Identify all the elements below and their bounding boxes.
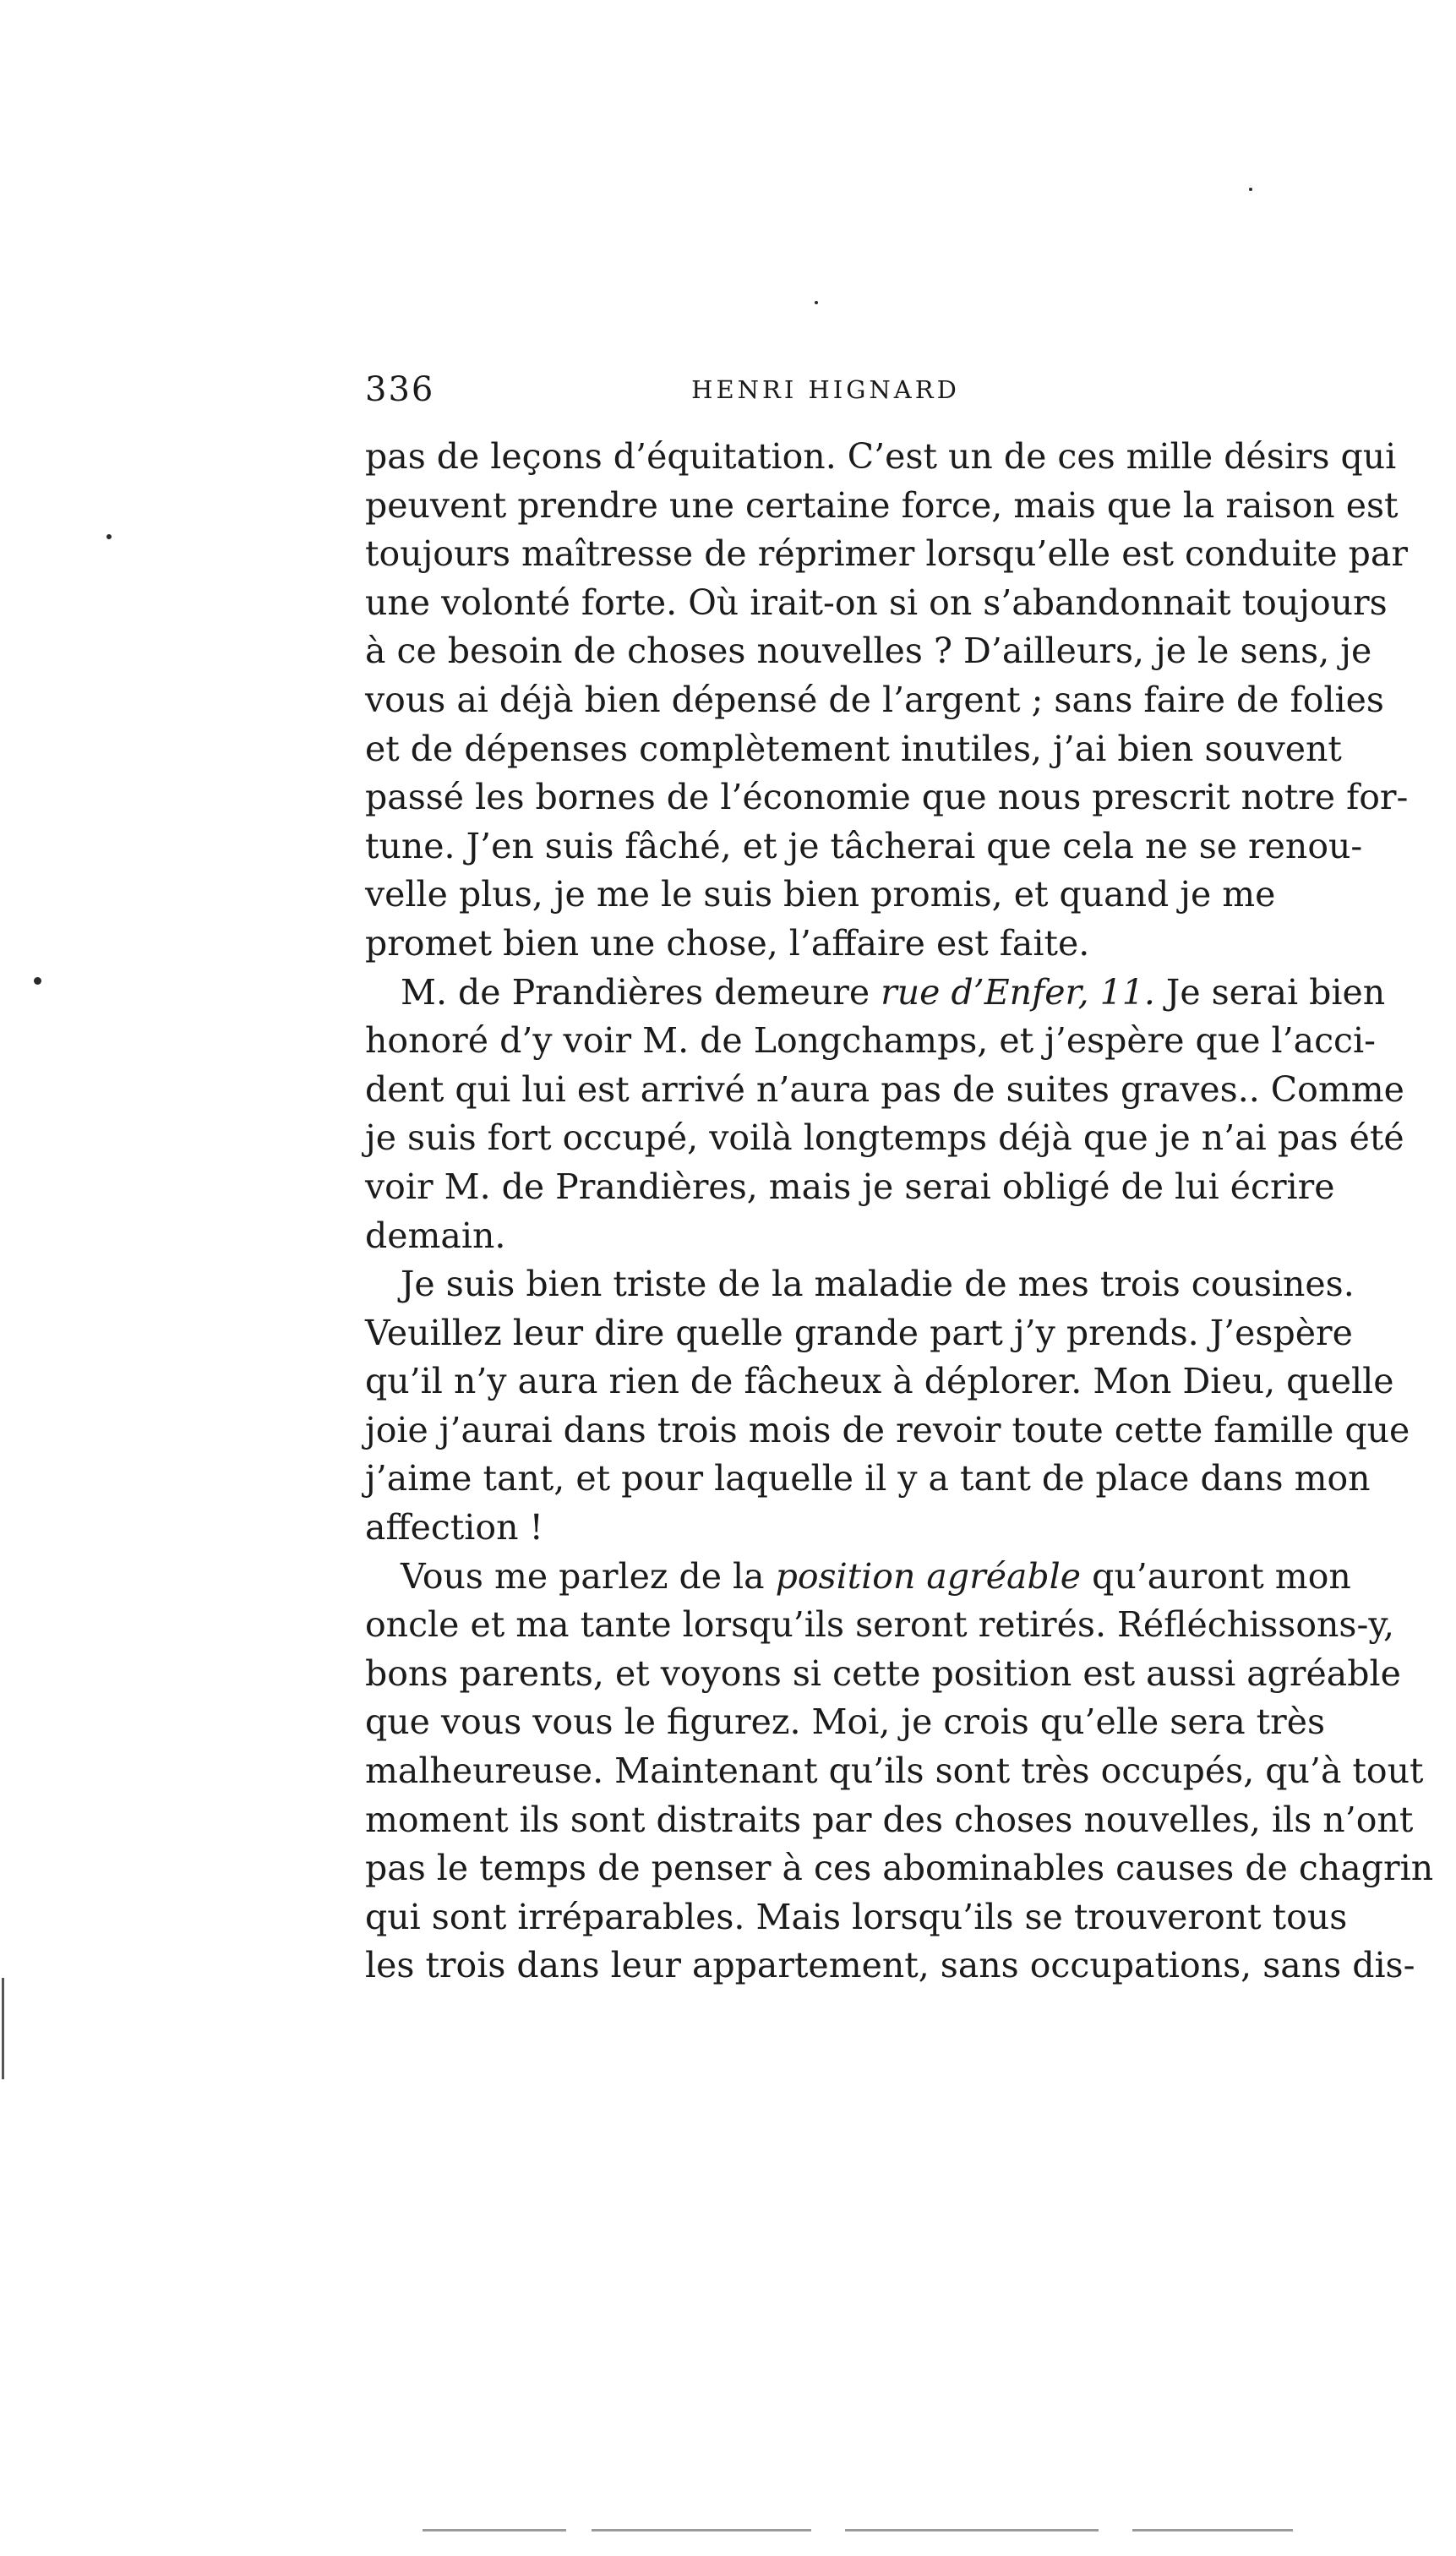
body-text: [365, 433, 1434, 1991]
text-line: vous ai déjà bien dépensé de l’argent ; sans faire de folies: [365, 679, 1384, 720]
text-line: affection !: [365, 1507, 543, 1548]
scan-speck: [34, 977, 41, 985]
italic-phrase: position agréable: [775, 1555, 1082, 1597]
italic-address: rue d’Enfer, 11.: [881, 971, 1155, 1013]
text-line: peuvent prendre une certaine force, mais que la raison est: [365, 484, 1399, 526]
text-line: et de dépenses complètement inutiles, j’ai bien souvent: [365, 728, 1342, 769]
text-line: qui sont irréparables. Mais lorsqu’ils se trouveront tous: [365, 1896, 1348, 1937]
running-head: [365, 370, 1286, 421]
paragraph-3: [365, 1260, 1410, 1553]
text-line: les trois dans leur appartement, sans occupations, sans dis-: [365, 1945, 1415, 1986]
text-line: demain.: [365, 1215, 506, 1256]
text-line: joie j’aurai dans trois mois de revoir toute cette famille que: [365, 1409, 1410, 1450]
text-line: dent qui lui est arrivé n’aura pas de suites graves.. Comme: [365, 1068, 1404, 1110]
text-line: Veuillez leur dire quelle grande part j’y prends. J’espère: [365, 1312, 1353, 1353]
text-line: pas de leçons d’équitation. C’est un de ces mille désirs qui: [365, 436, 1397, 477]
text-line: à ce besoin de choses nouvelles ? D’ailleurs, je le sens, je: [365, 631, 1372, 672]
text-line: je suis fort occupé, voilà longtemps déjà que je n’ai pas été: [365, 1117, 1404, 1159]
text-line: toujours maîtresse de réprimer lorsqu’elle est conduite par: [365, 533, 1408, 575]
running-title: HENRI HIGNARD: [691, 375, 960, 404]
text-line: passé les bornes de l’économie que nous prescrit notre for-: [365, 777, 1409, 818]
paragraph-4: [365, 1553, 1434, 1991]
paragraph-1: [365, 433, 1409, 969]
text-line: Je suis bien triste de la maladie de mes trois cousines.: [401, 1264, 1355, 1305]
scan-speck: [1249, 188, 1252, 191]
scan-bottom-rule: [423, 2529, 566, 2531]
text-line: voir M. de Prandières, mais je serai obligé de lui écrire: [365, 1166, 1335, 1207]
text-line: [365, 969, 1386, 1018]
text-line: tune. J’en suis fâché, et je tâcherai que cela ne se renou-: [365, 825, 1363, 866]
text-line: une volonté forte. Où irait-on si on s’abandonnait toujours: [365, 582, 1388, 623]
scan-speck: [106, 534, 112, 539]
text-line: bons parents, et voyons si cette position est aussi agréable: [365, 1652, 1401, 1694]
text-run: Vous me parlez de la: [401, 1555, 776, 1597]
scan-speck: [815, 301, 818, 304]
text-line: moment ils sont distraits par des choses nouvelles, ils n’ont: [365, 1799, 1414, 1840]
text-line: pas le temps de penser à ces abominables causes de chagrin: [365, 1848, 1434, 1889]
text-line: [365, 1553, 1351, 1602]
text-run: qu’auront mon: [1081, 1555, 1351, 1597]
text-run: Je serai bien: [1154, 971, 1386, 1013]
text-line: que vous vous le figurez. Moi, je crois qu’elle sera très: [365, 1701, 1326, 1743]
page-number: 336: [365, 370, 435, 409]
text-line: malheureuse. Maintenant qu’ils sont très occupés, qu’à tout: [365, 1750, 1424, 1792]
text-line: oncle et ma tante lorsqu’ils seront retirés. Réfléchissons-y,: [365, 1604, 1395, 1646]
text-line: velle plus, je me le suis bien promis, et quand je me: [365, 874, 1276, 915]
scan-bottom-rule: [592, 2529, 811, 2531]
text-run: M. de Prandières demeure: [401, 971, 881, 1013]
scan-bottom-rule: [845, 2529, 1099, 2531]
paragraph-2: [365, 969, 1404, 1261]
text-line: honoré d’y voir M. de Longchamps, et j’espère que l’acci-: [365, 1020, 1376, 1062]
text-line: promet bien une chose, l’affaire est faite.: [365, 922, 1090, 964]
text-line: j’aime tant, et pour laquelle il y a tant de place dans mon: [365, 1458, 1371, 1499]
scan-edge-mark: [2, 1978, 4, 2079]
scan-bottom-rule: [1132, 2529, 1293, 2531]
text-line: qu’il n’y aura rien de fâcheux à déplorer. Mon Dieu, quelle: [365, 1361, 1394, 1402]
